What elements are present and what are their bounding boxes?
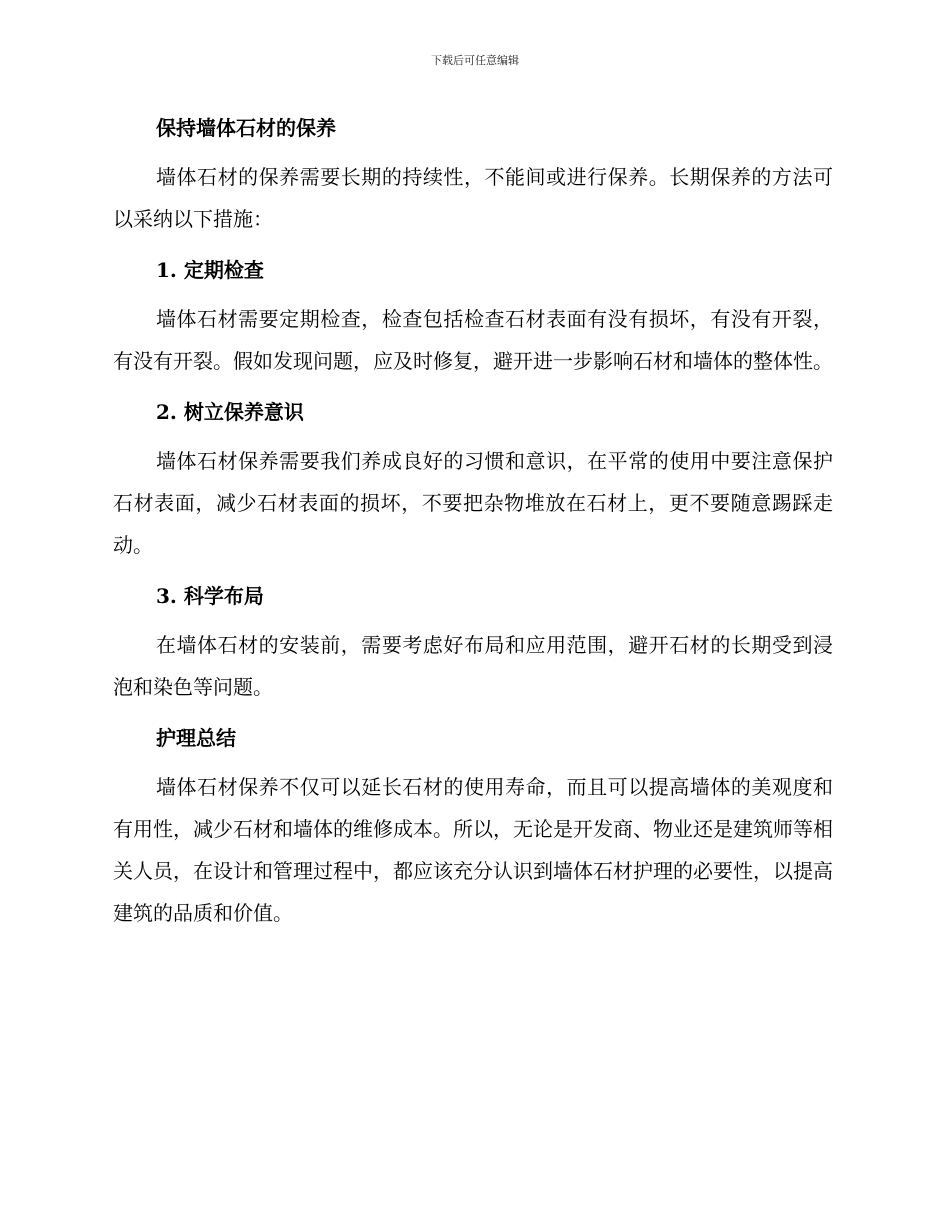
section-heading-awareness: 2. 树立保养意识 [156, 400, 304, 424]
section-paragraph-inspection: 墙体石材需要定期检查，检查包括检查石材表面有没有损坏，有没有开裂，有没有开裂。假如发现问题，应及时修复，避开进一步影响石材和墙体的整体性。 [113, 307, 833, 373]
header-note: 下载后可任意编辑 [431, 54, 519, 67]
section-paragraph-summary: 墙体石材保养不仅可以延长石材的使用寿命，而且可以提高墙体的美观度和有用性，减少石材和墙体的维修成本。所以，无论是开发商、物业还是建筑师等相关人员，在设计和管理过程中，都应该充分认识到墙体石材护理的必要性，以提高建筑的品质和价值。 [113, 775, 833, 925]
section-paragraph-awareness: 墙体石材保养需要我们养成良好的习惯和意识，在平常的使用中要注意保护石材表面，减少石材表面的损坏，不要把杂物堆放在石材上，更不要随意踢踩走动。 [113, 449, 833, 557]
section-paragraph-layout: 在墙体石材的安装前，需要考虑好布局和应用范围，避开石材的长期受到浸泡和染色等问题。 [113, 633, 833, 699]
document-body [113, 110, 833, 934]
section-heading-inspection: 1. 定期检查 [156, 258, 264, 282]
section-heading-layout: 3. 科学布局 [156, 584, 264, 608]
section-heading-summary: 护理总结 [156, 726, 236, 750]
section-paragraph-maintenance: 墙体石材的保养需要长期的持续性，不能间或进行保养。长期保养的方法可以采纳以下措施： [113, 165, 833, 231]
section-heading-maintenance: 保持墙体石材的保养 [156, 116, 336, 140]
